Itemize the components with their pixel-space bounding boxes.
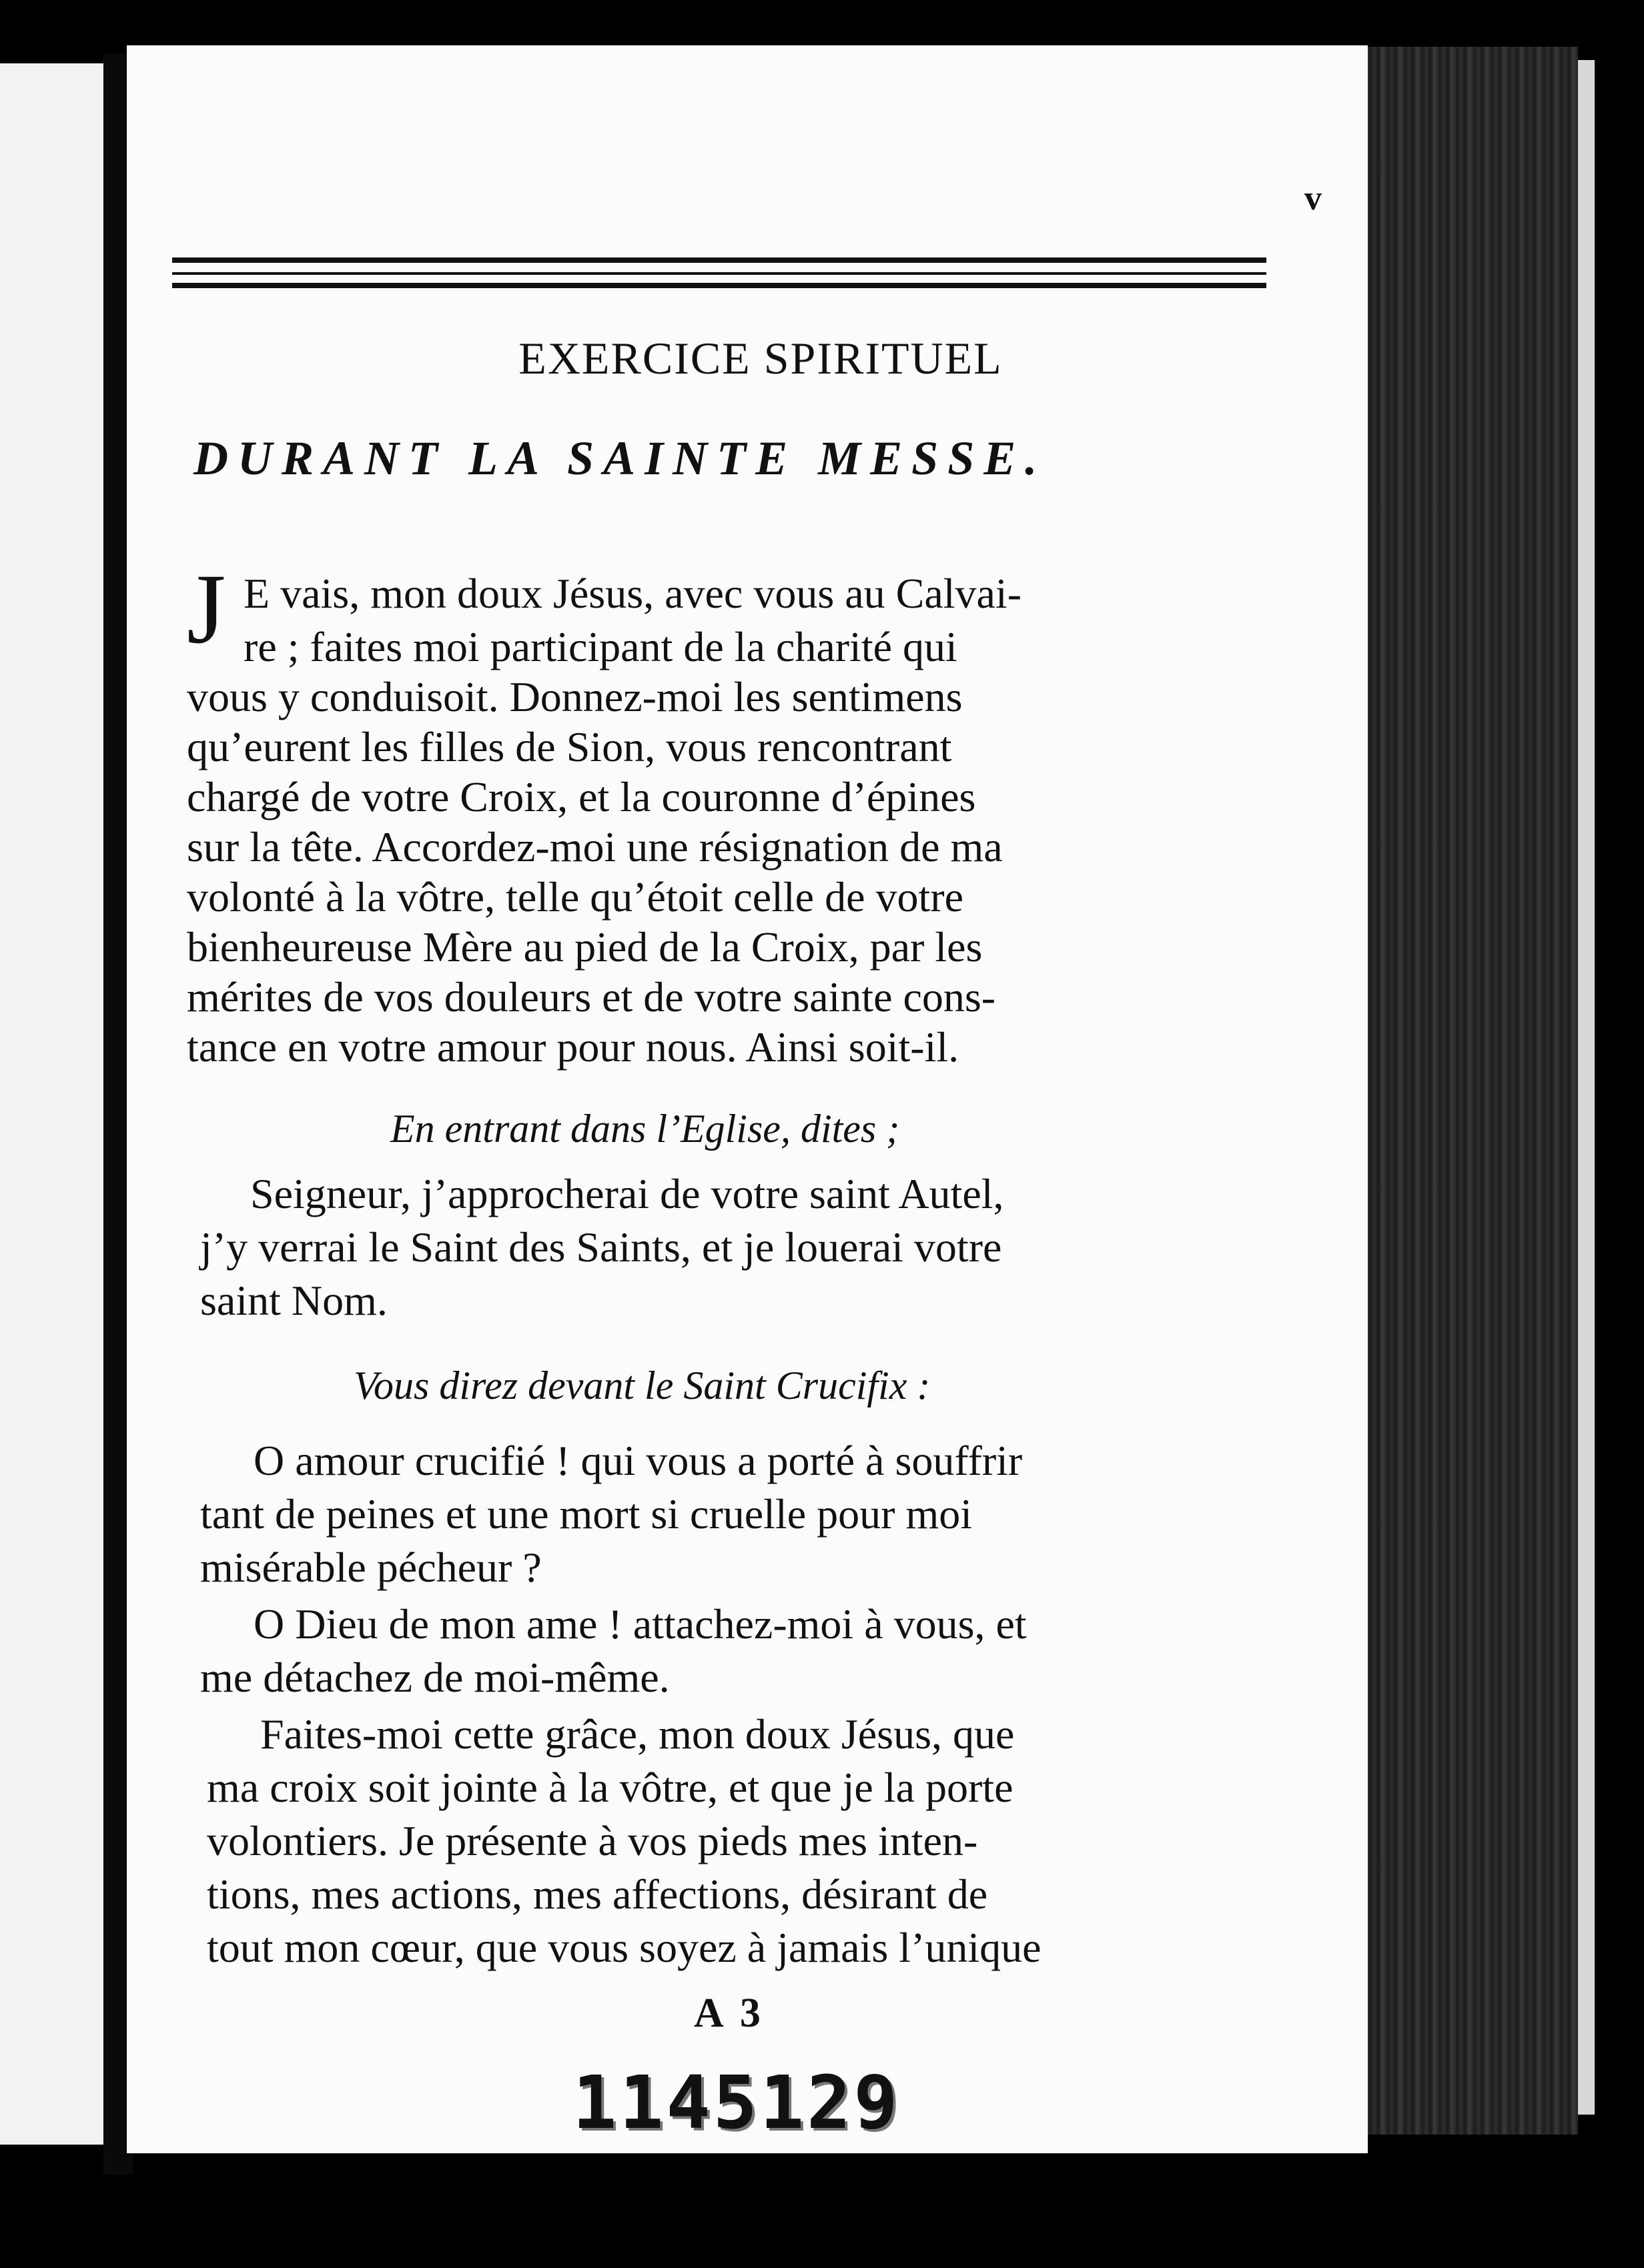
text-line: tout mon cœur, que vous soyez à jamais l’unique xyxy=(207,1924,1042,1971)
text-line: misérable pécheur ? xyxy=(200,1544,542,1591)
text-line: Seigneur, j’approcherai de votre saint Autel, xyxy=(250,1170,1004,1217)
rubric-heading-1: En entrant dans l’Eglise, dites ; xyxy=(390,1107,900,1151)
text-line: mérites de vos douleurs et de votre sainte cons- xyxy=(187,973,996,1021)
text-line: me détachez de moi-même. xyxy=(200,1654,670,1701)
book-page xyxy=(127,45,1368,2153)
library-stamp-number: 1145129 xyxy=(572,2060,901,2145)
text-line: E vais, mon doux Jésus, avec vous au Calvai- xyxy=(244,570,1021,617)
text-line: chargé de votre Croix, et la couronne d’épines xyxy=(187,773,976,820)
text-line: ma croix soit jointe à la vôtre, et que je la porte xyxy=(207,1764,1013,1811)
text-line: tant de peines et une mort si cruelle pour moi xyxy=(200,1490,972,1538)
page-subtitle: DURANT LA SAINTE MESSE. xyxy=(193,432,1047,485)
text-line: vous y conduisoit. Donnez-moi les sentimens xyxy=(187,673,963,720)
back-cover-edge xyxy=(1578,60,1595,2115)
text-line: re ; faites moi participant de la charité qui xyxy=(244,623,957,670)
text-line: saint Nom. xyxy=(200,1277,388,1324)
signature-mark: A 3 xyxy=(694,1991,765,2036)
text-line: O amour crucifié ! qui vous a porté à souffrir xyxy=(254,1437,1023,1484)
page-number: v xyxy=(1304,179,1322,217)
header-rule-bottom xyxy=(172,283,1266,288)
text-line: sur la tête. Accordez-moi une résignation de ma xyxy=(187,823,1003,871)
text-line: volonté à la vôtre, telle qu’étoit celle de votre xyxy=(187,873,963,921)
header-rule-thin xyxy=(172,272,1266,275)
text-line: tions, mes actions, mes affections, désirant de xyxy=(207,1870,988,1918)
text-line: volontiers. Je présente à vos pieds mes inten- xyxy=(207,1817,978,1864)
text-line: Faites-moi cette grâce, mon doux Jésus, que xyxy=(260,1710,1015,1758)
drop-cap: J xyxy=(187,554,226,664)
adjacent-left-page xyxy=(0,63,105,2145)
page-title: EXERCICE SPIRITUEL xyxy=(518,333,1003,384)
text-line: bienheureuse Mère au pied de la Croix, par les xyxy=(187,923,983,971)
header-rule-thick xyxy=(172,257,1266,263)
text-line: tance en votre amour pour nous. Ainsi soit-il. xyxy=(187,1023,959,1071)
text-line: O Dieu de mon ame ! attachez-moi à vous, et xyxy=(254,1600,1027,1648)
text-line: j’y verrai le Saint des Saints, et je louerai votre xyxy=(200,1223,1002,1271)
rubric-heading-2: Vous direz devant le Saint Crucifix : xyxy=(354,1363,931,1407)
text-line: qu’eurent les filles de Sion, vous rencontrant xyxy=(187,723,952,770)
